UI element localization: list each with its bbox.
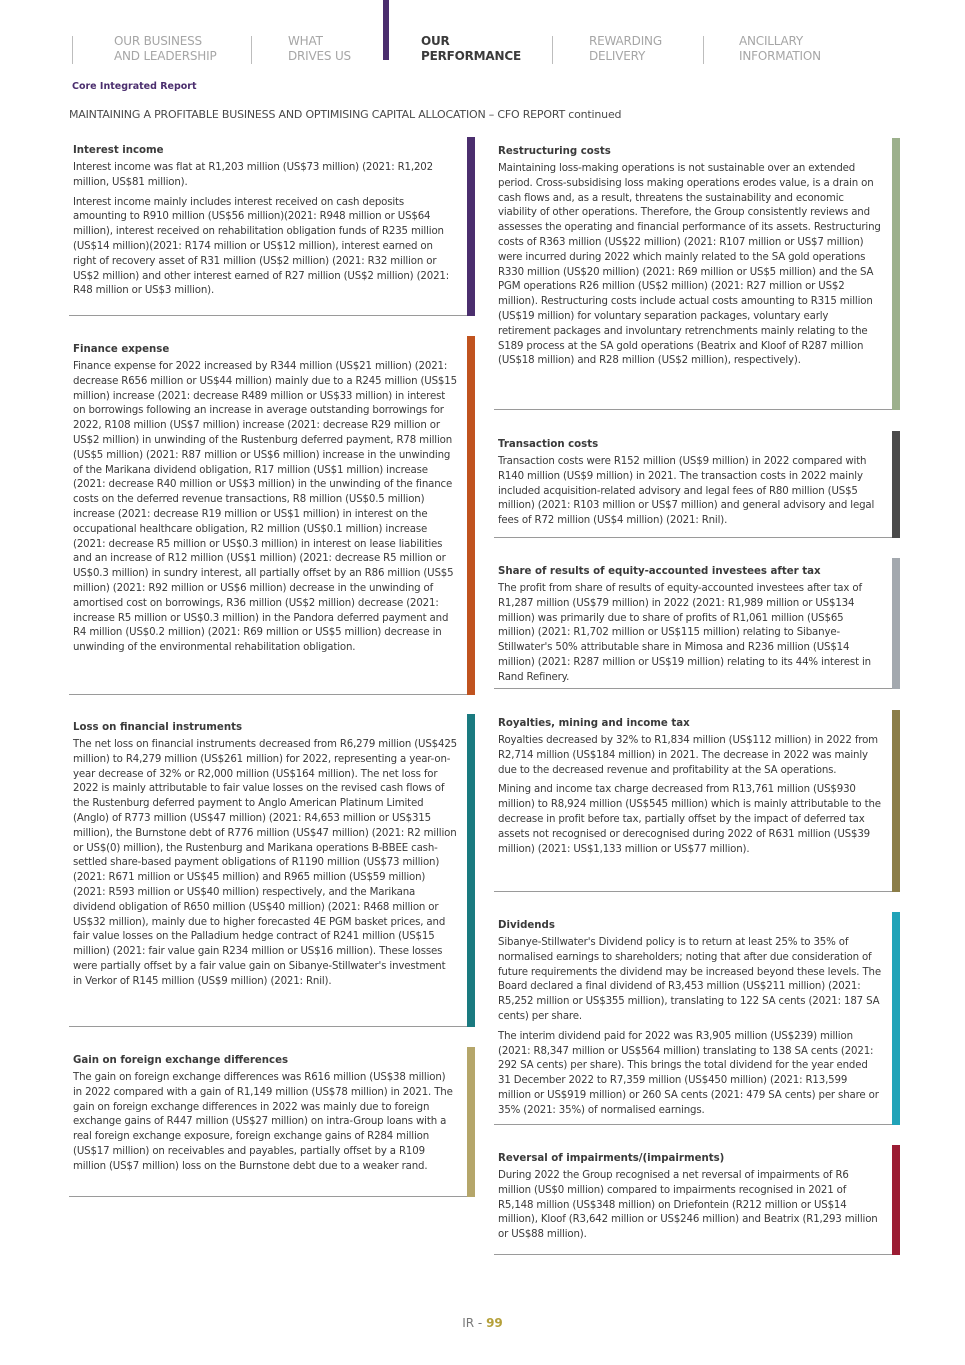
nav-divider <box>251 36 252 64</box>
section-body <box>494 558 900 686</box>
section-accent-bar <box>892 138 900 410</box>
nav-label <box>589 34 662 64</box>
nav-line: INFORMATION <box>739 49 821 63</box>
section-paragraph: Maintaining loss-making operations is not sustainable over an extended period. Cross-subsidising loss making operations erodes value, is a drain on cash flows and, as a result, threatens the sustainability and economic viability of other operations. Therefore, the Group consistently reviews and assesses the operating and financial performance of its assets. Restructuring costs of R363 million (US$22 million) (2021: R107 million or US$7 million) were incurred during 2022 which mainly related to the SA gold operations R330 million (US$20 million) (2021: R69 million or US$5 million) and the SA PGM operations R26 million (US$2 million) (2021: R27 million or US$2 million). Restructuring costs include actual costs amounting to R315 million (US$19 million) for voluntary separation packages, voluntary early retirement packages and involuntary retrenchments mainly relating to the S189 process at the SA gold operations (Beatrix and Kloof of R287 million (US$18 million) and R28 million (US$2 million), respectively). <box>498 163 881 367</box>
section-paragraph: Transaction costs were R152 million (US$9 million) in 2022 compared with R140 million (US$9 million) in 2021. The transaction costs in 2022 mainly included acquisition-related advisory and legal fees of R80 million (US$5 million) (2021: R103 million or US$7 million) and general advisory and legal fees of R72 million (US$4 million) (2021: Rnil). <box>498 456 875 527</box>
section-dividends <box>494 912 900 1125</box>
nav-divider <box>703 36 704 64</box>
section-body <box>494 431 900 529</box>
nav-label <box>739 34 821 64</box>
section-royalties-mining-and-income-tax <box>494 710 900 892</box>
section-accent-bar <box>467 336 475 695</box>
nav-line: DRIVES US <box>288 49 351 63</box>
nav-line: REWARDING <box>589 34 662 48</box>
section-title: Dividends <box>498 920 555 931</box>
section-body <box>494 138 900 369</box>
page-heading: MAINTAINING A PROFITABLE BUSINESS AND OPTIMISING CAPITAL ALLOCATION – CFO REPORT continued <box>69 108 622 121</box>
section-paragraph: Interest income mainly includes interest received on cash deposits amounting to R910 million (US$56 million)(2021: R948 million or US$64 million), interest received on rehabilitation obligation funds of R235 million (US$14 million)(2021: R174 million or US$12 million), interest earned on right of recovery asset of R31 million (US$2 million) (2021: R32 million or US$2 million) and other interest earned of R27 million (US$2 million) (2021: R48 million or US$3 million). <box>73 196 450 297</box>
active-section-marker <box>383 0 389 60</box>
section-body <box>494 1145 900 1243</box>
section-reversal-of-impairments-impairments <box>494 1145 900 1255</box>
section-accent-bar <box>467 714 475 1027</box>
section-finance-expense <box>69 336 475 695</box>
section-paragraph: The gain on foreign exchange differences was R616 million (US$38 million) in 2022 compared with a gain of R1,149 million (US$78 million) in 2021. The gain on foreign exchange differences in 2022 was mainly due to foreign exchange gains of R447 million (US$27 million) on intra-Group loans with a real foreign exchange exposure, foreign exchange gains of R284 million (US$17 million) on receivables and payables, partially offset by a R109 million (US$7 million) loss on the Burnstone debt due to a weaker rand. <box>73 1072 453 1172</box>
nav-line: AND LEADERSHIP <box>114 49 217 63</box>
section-share-of-results-of-equity-accounted-investees-after-tax <box>494 558 900 689</box>
section-accent-bar <box>467 137 475 316</box>
section-paragraph: Mining and income tax charge decreased from R13,761 million (US$930 million) to R8,924 million (US$545 million) which is mainly attributable to the decrease in profit before tax, partially offset by the impact of deferred tax assets not recognised or derecognised during 2022 of R631 million (US$39 million) (2021: US$1,133 million or US$77 million). <box>498 784 881 855</box>
section-title: Gain on foreign exchange differences <box>73 1055 289 1066</box>
section-accent-bar <box>892 1145 900 1255</box>
section-accent-bar <box>892 912 900 1125</box>
section-body <box>494 912 900 1119</box>
section-gain-on-foreign-exchange-differences <box>69 1047 475 1197</box>
section-interest-income <box>69 137 475 316</box>
nav-ancillary-information[interactable] <box>703 34 853 66</box>
nav-label <box>288 34 351 64</box>
nav-divider <box>552 36 553 64</box>
section-body <box>69 336 475 656</box>
nav-what-drives-us[interactable] <box>251 34 371 66</box>
section-body <box>494 710 900 857</box>
nav-our-performance[interactable] <box>421 34 541 66</box>
nav-line: DELIVERY <box>589 49 646 63</box>
section-accent-bar <box>892 558 900 689</box>
section-body <box>69 1047 475 1175</box>
nav-label <box>421 34 521 64</box>
section-title: Restructuring costs <box>498 146 611 157</box>
nav-line: PERFORMANCE <box>421 49 521 63</box>
section-body <box>69 714 475 990</box>
nav-line: WHAT <box>288 34 323 48</box>
section-title: Share of results of equity-accounted investees after tax <box>498 566 821 577</box>
section-paragraph: Finance expense for 2022 increased by R344 million (US$21 million) (2021: decrease R656 million or US$44 million) mainly due to a R245 million (US$15 million) increase (2021: decrease R489 million or US$33 million) in interest on borrowings following an increase in average outstanding borrowings for 2022, R108 million (US$7 million) increase (2021: decrease R29 million or US$2 million) in unwinding of the Rustenburg deferred payment, R78 million (US$5 million) (2021: R87 million or US$6 million) increase in the unwinding of the Marikana dividend obligation, R17 million (US$1 million) increase (2021: decrease R40 million or US$3 million) in the unwinding of the finance costs on the deferred revenue transactions, R8 million (US$0.5 million) increase (2021: decrease R19 million or US$1 million) in interest on the occupational healthcare obligation, R2 million (US$0.1 million) increase (2021: decrease R5 million or US$0.3 million) in interest on lease liabilities and an increase of R12 million (US$1 million) (2021: decrease R5 million or US$0.3 million) in sundry interest, all partially offset by an R86 million (US$5 million) (2021: R92 million or US$6 million) decrease in the unwinding of amortised cost on borrowings, R36 million (US$2 million) decrease (2021: increase R5 million or US$0.3 million) in the Pandora deferred payment and R4 million (US$0.2 million) (2021: R69 million or US$5 million) decrease in unwinding of the environmental rehabilitation obligation. <box>73 361 457 654</box>
section-paragraph: Sibanye-Stillwater's Dividend policy is to return at least 25% to 35% of normalised earnings to shareholders; noting that after due consideration of future requirements the dividend may be increased beyond these levels. The Board declared a final dividend of R3,453 million (US$211 million) (2021: R5,252 million or US$355 million), translating to 122 SA cents (2021: 187 SA cents) per share. <box>498 937 881 1022</box>
section-body <box>69 137 475 299</box>
nav-our-business[interactable] <box>72 34 242 66</box>
nav-line: OUR BUSINESS <box>114 34 202 48</box>
section-paragraph: The net loss on financial instruments decreased from R6,279 million (US$425 million) to R4,279 million (US$261 million) for 2022, representing a year-on-year decrease of 32% or R2,000 million (US$164 million). The net loss for 2022 is mainly attributable to fair value losses on the revised cash flows of the Rustenburg deferred payment to Anglo American Platinum Limited (Anglo) of R773 million (US$47 million) (2021: R4,653 million or US$315 million), the Burnstone debt of R776 million (US$47 million) (2021: R2 million or US$(0) million), the Rustenburg and Marikana operations B-BBEE cash-settled share-based payment obligations of R1190 million (US$73 million) (2021: R671 million or US$45 million) and R965 million (US$59 million) (2021: R593 million or US$40 million) respectively, and the Marikana dividend obligation of R650 million (US$40 million) (2021: R468 million or US$32 million), mainly due to higher forecasted 4E PGM basket prices, and fair value losses on the Palladium hedge contract of R241 million (US$15 million) (2021: fair value gain R234 million or US$16 million). These losses were partially offset by a fair value gain on Sibanye-Stillwater's investment in Verkor of R145 million (US$9 million) (2021: Rnil). <box>73 739 457 987</box>
section-accent-bar <box>467 1047 475 1197</box>
page-number-prefix: IR - <box>462 1316 487 1330</box>
section-paragraph: During 2022 the Group recognised a net reversal of impairments of R6 million (US$0 million) compared to impairments recognised in 2021 of R5,148 million (US$348 million) on Driefontein (R212 million or US$14 million), Kloof (R3,642 million or US$246 million) and Beatrix (R1,293 million or US$88 million). <box>498 1170 878 1241</box>
section-title: Loss on financial instruments <box>73 722 243 733</box>
nav-line: ANCILLARY <box>739 34 804 48</box>
section-paragraph: Interest income was flat at R1,203 million (US$73 million) (2021: R1,202 million, US$81 million). <box>73 162 433 188</box>
section-accent-bar <box>892 710 900 892</box>
core-report-label: Core Integrated Report <box>72 81 197 92</box>
nav-line: OUR <box>421 34 450 48</box>
section-paragraph: The interim dividend paid for 2022 was R3,905 million (US$239) million (2021: R8,347 million or US$564 million) translating to 138 SA cents (2021: 292 SA cents) per share). This brings the total dividend for the year ended 31 December 2022 to R7,359 million (US$450 million) (2021: R13,599 million or US$919 million) or 260 SA cents (2021: 479 SA cents) per share or 35% (2021: 35%) of normalised earnings. <box>498 1030 879 1116</box>
section-title: Finance expense <box>73 344 170 355</box>
section-title: Reversal of impairments/(impairments) <box>498 1153 725 1164</box>
nav-divider <box>72 36 73 64</box>
page-number-value: 99 <box>486 1316 503 1330</box>
page-number <box>0 1316 965 1330</box>
section-title: Transaction costs <box>498 439 599 450</box>
nav-label <box>114 34 217 64</box>
section-restructuring-costs <box>494 138 900 410</box>
nav-rewarding-delivery[interactable] <box>552 34 682 66</box>
section-paragraph: Royalties decreased by 32% to R1,834 million (US$112 million) in 2022 from R2,714 million (US$184 million) in 2021. The decrease in 2022 was mainly due to the decreased revenue and profitability at the SA operations. <box>498 735 878 776</box>
section-paragraph: The profit from share of results of equity-accounted investees after tax of R1,287 million (US$79 million) in 2022 (2021: R1,989 million or US$134 million) was primarily due to share of profits of R1,061 million (US$65 million) (2021: R1,702 million or US$115 million) relating to Sibanye-Stillwater's 50% attributable share in Mimosa and R236 million (US$14 million) (2021: R287 million or US$19 million) relating to its 44% interest in Rand Refinery. <box>498 583 871 683</box>
section-title: Interest income <box>73 145 164 156</box>
section-accent-bar <box>892 431 900 538</box>
section-title: Royalties, mining and income tax <box>498 718 690 729</box>
section-transaction-costs <box>494 431 900 538</box>
section-loss-on-financial-instruments <box>69 714 475 1027</box>
